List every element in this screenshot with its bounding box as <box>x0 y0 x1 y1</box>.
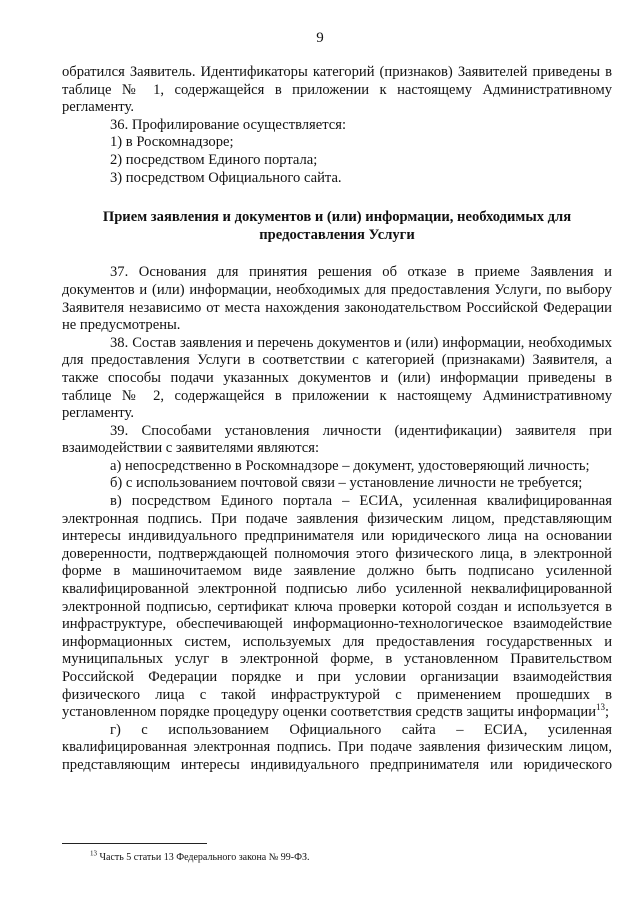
paragraph-38: 38. Состав заявления и перечень документов и (или) информации, необходимых для предоставления Услуги в соответствии с категорией (признаками) Заявителя, а также способы подачи указанных документов и (или) информации приведены в таблице № 2, содержащейся в приложении к настоящему Административному регламенту. <box>62 334 612 422</box>
footnote-text: Часть 5 статьи 13 Федерального закона № 99-ФЗ. <box>97 852 310 863</box>
footnote-reference: 13 <box>596 702 606 713</box>
paragraph-39-a: а) непосредственно в Роскомнадзоре – документ, удостоверяющий личность; <box>110 457 590 474</box>
paragraph-intro: обратился Заявитель. Идентификаторы категорий (признаков) Заявителей приведены в таблице № 1, содержащейся в приложении к настоящему Административному регламенту. <box>62 64 612 116</box>
paragraph-39: 39. Способами установления личности (идентификации) заявителя при взаимодействии с заявителями являются: <box>62 422 612 457</box>
section-heading: Прием заявления и документов и (или) информации, необходимых для предоставления Услуги <box>102 209 572 243</box>
list-item: 3) посредством Официального сайта. <box>110 169 342 186</box>
paragraph-39-v-text: в) посредством Единого портала – ЕСИА, усиленная квалифицированная электронная подпись. При подаче заявления физическим лицом, представляющим интересы индивидуального предпринимателя или юридического лица на основании доверенности, подтверждающей полномочия этого физического лица, в электронной форме в машиночитаемом виде заявление должно быть подписано усиленной квалифицированной электронной подписью либо усиленной неквалифицированной электронной подписью, сертификат ключа проверки которой создан и используется в инфраструктуре, обеспечивающей информационно-технологическое взаимодействие информационных систем, используемых для предоставления государственных и муниципальных услуг в электронной форме, в установленном Правительством Российской Федерации порядке и при условии организации взаимодействия физического лица с такой инфраструктурой с применением прошедших в установленном порядке процедуру оценки соответствия средств защиты информации <box>62 493 612 721</box>
list-item: 1) в Роскомнадзоре; <box>110 134 234 151</box>
footnote-number: 13 <box>90 849 97 858</box>
footnote-divider <box>62 843 207 844</box>
paragraph-39-v <box>62 493 612 722</box>
page-number: 9 <box>316 30 324 46</box>
paragraph-39-v-end: ; <box>605 704 610 721</box>
paragraph-39-g: г) с использованием Официального сайта – ЕСИА, усиленная квалифицированная электронная подпись. При подаче заявления физическим лицом, представляющим интересы индивидуального предпринимателя или юридического <box>62 721 612 773</box>
paragraph-39-b: б) с использованием почтовой связи – установление личности не требуется; <box>110 475 583 492</box>
paragraph-36: 36. Профилирование осуществляется: <box>110 116 347 133</box>
footnote <box>90 849 310 863</box>
list-item: 2) посредством Единого портала; <box>110 151 318 168</box>
paragraph-37: 37. Основания для принятия решения об отказе в приеме Заявления и документов и (или) информации, необходимых для предоставления Услуги, по выбору Заявителя независимо от места нахождения законодательством Российской Федерации не предусмотрены. <box>62 264 612 334</box>
document-body <box>62 64 612 775</box>
